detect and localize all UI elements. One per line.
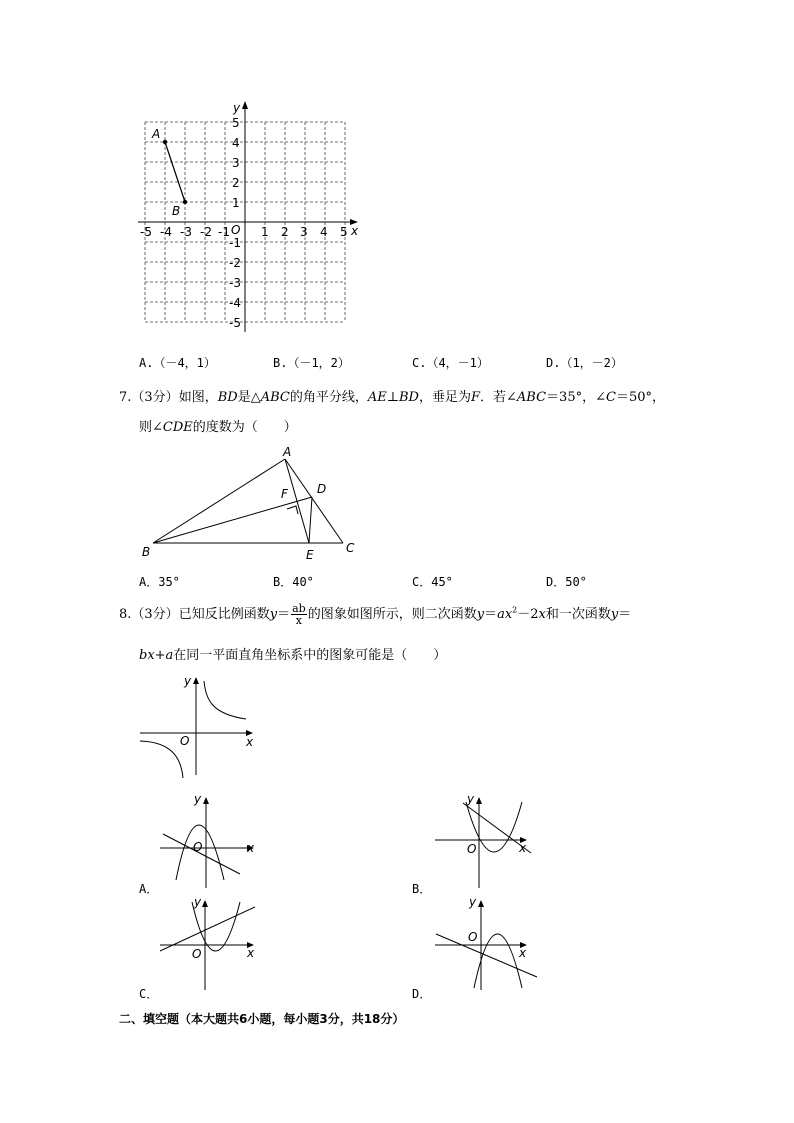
- q7-triangle-figure: [135, 440, 365, 565]
- y-axis-arrow: [476, 797, 482, 804]
- q8-var: y: [476, 607, 485, 622]
- q7-var: ABC: [260, 390, 290, 405]
- y-tick: -4: [229, 296, 241, 310]
- y-label: y: [194, 792, 202, 806]
- q7-text-line1: [119, 386, 665, 405]
- x-tick-labels: [140, 225, 348, 239]
- q7-text: 的度数为（ ）: [192, 420, 297, 435]
- point-b-label: B: [172, 204, 181, 218]
- q8-option-d[interactable]: D．: [412, 987, 432, 1001]
- q6-option-a[interactable]: A.（－4，1）: [139, 356, 216, 370]
- y-axis-arrow: [242, 101, 248, 109]
- x-tick: -1: [218, 225, 230, 239]
- q8-text: ＝: [277, 607, 291, 622]
- q7-number: 7.: [119, 390, 132, 405]
- bisector-bd: [153, 497, 312, 543]
- parabola: [192, 902, 240, 951]
- label-e: E: [306, 548, 314, 562]
- origin-label: O: [231, 223, 241, 237]
- q7-option-a[interactable]: A．35°: [139, 575, 180, 589]
- origin-label: O: [193, 840, 203, 854]
- q7-option-c[interactable]: C．45°: [412, 575, 453, 589]
- y-tick: 1: [232, 196, 240, 210]
- q7-text: ＝35°，∠: [546, 390, 606, 405]
- segment-de: [309, 497, 312, 543]
- y-tick: 5: [232, 116, 240, 130]
- origin-label: O: [468, 930, 478, 944]
- label-c: C: [346, 541, 355, 555]
- origin-label: O: [467, 842, 477, 856]
- y-axis-arrow: [193, 677, 199, 684]
- q7-option-b[interactable]: B．40°: [273, 575, 314, 589]
- q7-text: ⊥: [386, 390, 399, 405]
- x-label: x: [247, 946, 255, 960]
- q8-var: y: [610, 607, 619, 622]
- q7-var: C: [605, 390, 616, 405]
- label-b: B: [142, 545, 151, 559]
- x-axis-label: x: [351, 224, 359, 238]
- q8-text: 和一次函数: [545, 607, 611, 622]
- label-f: F: [281, 487, 288, 501]
- q7-var: F: [470, 390, 480, 405]
- q8-text: 在同一平面直角坐标系中的图象可能是（ ）: [173, 648, 447, 663]
- q7-text: ＝50°，: [615, 390, 665, 405]
- q7-text: ．若∠: [480, 390, 517, 405]
- y-tick: -1: [229, 236, 241, 250]
- q7-var: ABC: [516, 390, 547, 405]
- x-tick: 4: [320, 225, 328, 239]
- q7-var: BD: [217, 390, 238, 405]
- x-label: x: [519, 946, 527, 960]
- x-tick: 2: [281, 225, 289, 239]
- q7-var: AE: [367, 390, 387, 405]
- q8-text: 的图象如图所示，则二次函数: [307, 607, 477, 622]
- y-tick: 3: [232, 156, 240, 170]
- right-angle-mark: [287, 506, 298, 514]
- q7-var: CDE: [162, 420, 193, 435]
- hyperbola-branch-2: [140, 741, 183, 778]
- q7-text: 的角平分线，: [289, 390, 368, 405]
- q7-figure-labels: [142, 445, 355, 562]
- q8-text-line2: [139, 644, 446, 663]
- q7-score: （3分）: [131, 390, 179, 405]
- fraction-numerator: ab: [292, 602, 306, 615]
- x-tick: -3: [180, 225, 192, 239]
- y-tick: -5: [229, 316, 241, 330]
- origin-label: O: [192, 947, 202, 961]
- y-axis-arrow: [478, 900, 484, 907]
- q8-number: 8.: [119, 607, 132, 622]
- hyperbola-branch-1: [204, 681, 246, 719]
- q8-var: x: [538, 607, 546, 622]
- x-label: x: [247, 841, 255, 855]
- y-axis-label: y: [233, 101, 241, 115]
- y-label: y: [194, 895, 202, 909]
- x-tick: -5: [140, 225, 152, 239]
- q7-text: ，垂足为: [418, 390, 471, 405]
- q7-text-line2: [139, 416, 297, 435]
- q6-option-b[interactable]: B.（－1，2）: [273, 356, 350, 370]
- x-tick: 5: [340, 225, 348, 239]
- side-ac: [285, 459, 343, 543]
- q6-option-d[interactable]: D.（1，－2）: [546, 356, 623, 370]
- side-ab: [153, 459, 285, 543]
- y-tick: 2: [232, 176, 240, 190]
- q8-text-line1: [119, 603, 631, 626]
- x-tick: 3: [300, 225, 308, 239]
- q7-option-d[interactable]: D．50°: [546, 575, 587, 589]
- q7-var: BD: [398, 390, 419, 405]
- x-tick: -2: [200, 225, 212, 239]
- q8-text: 已知反比例函数: [178, 607, 270, 622]
- label-a: A: [283, 445, 292, 459]
- q8-text: －2: [517, 607, 539, 622]
- q6-coordinate-grid: [130, 95, 370, 340]
- x-label: x: [246, 735, 254, 749]
- x-tick: -4: [160, 225, 172, 239]
- point-a: [163, 140, 167, 144]
- q8-option-a-graph[interactable]: [155, 790, 265, 890]
- y-label: y: [184, 674, 192, 688]
- section-2-heading: 二、填空题（本大题共6小题，每小题3分，共18分）: [119, 1012, 405, 1026]
- point-a-label: A: [152, 127, 161, 141]
- q7-text: 是△: [237, 390, 261, 405]
- y-axis-arrow: [202, 900, 208, 907]
- q8-option-b-graph[interactable]: [430, 790, 540, 890]
- q8-option-b[interactable]: B．: [412, 882, 432, 896]
- y-label: y: [467, 792, 475, 806]
- segment-ab: [165, 142, 185, 202]
- q8-text: ＝: [618, 607, 632, 622]
- fraction-denominator: x: [295, 614, 302, 627]
- x-tick: 1: [261, 225, 269, 239]
- point-b: [183, 200, 187, 204]
- q8-var: ax: [497, 607, 513, 622]
- q8-hyperbola-graph: [135, 670, 260, 780]
- y-label: y: [469, 895, 477, 909]
- y-axis-arrow: [203, 797, 209, 804]
- label-d: D: [317, 482, 327, 496]
- q7-text: 则∠: [139, 420, 163, 435]
- q8-option-c[interactable]: C．: [139, 987, 159, 1001]
- q8-option-d-graph[interactable]: [430, 893, 545, 993]
- origin-label: O: [180, 734, 190, 748]
- y-tick: -2: [229, 256, 241, 270]
- q8-text: ＝: [484, 607, 498, 622]
- q8-score: （3分）: [131, 607, 179, 622]
- q6-option-c[interactable]: C.（4，－1）: [412, 356, 489, 370]
- line: [160, 907, 255, 951]
- y-tick: -3: [229, 276, 241, 290]
- segment-ae: [285, 459, 309, 543]
- q7-text: 如图，: [178, 390, 218, 405]
- q8-option-a[interactable]: A．: [139, 882, 159, 896]
- q8-var: bx+a: [139, 648, 174, 663]
- q8-fraction: [291, 603, 307, 626]
- q8-option-c-graph[interactable]: [155, 893, 265, 993]
- q8-exponent: 2: [512, 605, 518, 615]
- y-tick: 4: [232, 136, 240, 150]
- q8-var: y: [269, 607, 278, 622]
- x-label: x: [519, 841, 527, 855]
